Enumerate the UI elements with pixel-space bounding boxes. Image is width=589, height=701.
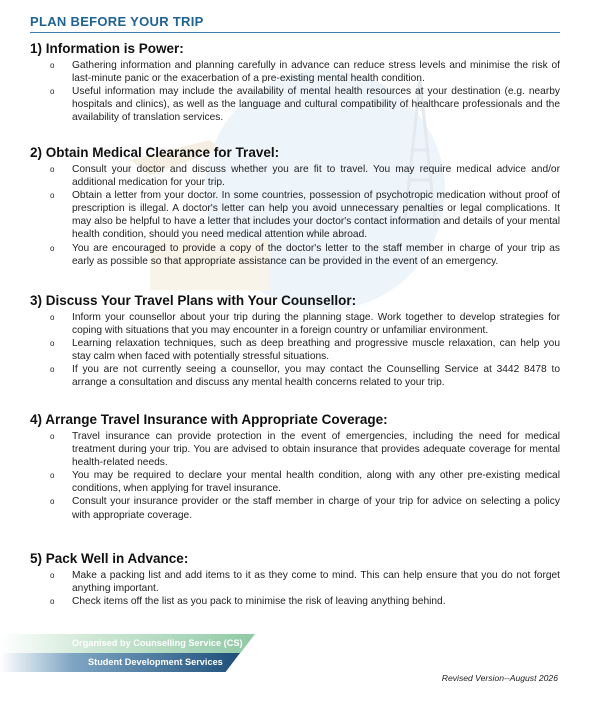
bullet-list [30, 163, 560, 268]
bullet-circle-icon: o [50, 87, 55, 97]
list-item [30, 363, 560, 389]
bullet-circle-icon: o [50, 471, 55, 481]
bullet-circle-icon: o [50, 61, 55, 70]
list-item [30, 430, 560, 469]
list-item [30, 595, 560, 608]
bullet-circle-icon: o [50, 497, 55, 507]
list-item [30, 163, 560, 189]
bullet-list [30, 569, 560, 608]
section-pack-well [30, 550, 560, 608]
list-item [30, 311, 560, 337]
list-item-text: Make a packing list and add items to it as they come to mind. This can help ensure that you do not forget anything important. [72, 570, 560, 595]
list-item [30, 495, 560, 521]
section-discuss-with-counsellor [30, 292, 560, 390]
bullet-circle-icon: o [50, 365, 55, 375]
bullet-list [30, 311, 560, 390]
bullet-circle-icon: o [50, 313, 55, 322]
bullet-circle-icon: o [50, 571, 55, 580]
section-heading: 5) Pack Well in Advance: [30, 551, 189, 566]
footer-organiser: Organised by Counselling Service (CS) [72, 638, 243, 648]
list-item-text: Learning relaxation techniques, such as deep breathing and progressive muscle relaxation, can help you stay calm when faced with potentially stressful situations. [72, 338, 560, 363]
list-item-text: Check items off the list as you pack to minimise the risk of leaving anything behind. [72, 596, 446, 608]
list-item-text: You are encouraged to provide a copy of the doctor's letter to the staff member in charge of your trip as early as possible so that appropriate assistance can be provided in the event of an emergency. [72, 242, 560, 267]
bullet-circle-icon: o [50, 339, 55, 349]
list-item [30, 189, 560, 241]
bullet-circle-icon: o [50, 243, 55, 253]
list-item [30, 337, 560, 363]
section-medical-clearance [30, 144, 560, 268]
page-title: PLAN BEFORE YOUR TRIP [30, 14, 204, 29]
list-item [30, 469, 560, 495]
list-item-text: Consult your insurance provider or the staff member in charge of your trip for advice on selecting a policy with appropriate coverage. [72, 496, 560, 521]
section-heading: 2) Obtain Medical Clearance for Travel: [30, 145, 280, 160]
list-item-text: If you are not currently seeing a counsellor, you may contact the Counselling Service at 3442 8478 to arrange a consultation and discuss any mental health concerns related to your trip. [72, 364, 560, 389]
section-travel-insurance [30, 411, 560, 522]
bullet-circle-icon: o [50, 597, 55, 607]
section-heading: 3) Discuss Your Travel Plans with Your Counsellor: [30, 293, 357, 308]
list-item [30, 569, 560, 595]
revision-note: Revised Version--August 2026 [441, 673, 558, 683]
list-item-text: Obtain a letter from your doctor. In some countries, possession of psychotropic medication without proof of prescription is illegal. A doctor's letter can help you avoid unnecessary penalties or legal complications. It may also be helpful to have a letter that includes your doctor's contact information and details of your mental health condition, should you need medical attention while abroad. [72, 190, 560, 241]
bullet-list [30, 59, 560, 124]
list-item [30, 242, 560, 268]
section-information-is-power [30, 40, 560, 124]
bullet-list [30, 430, 560, 522]
list-item-text: Consult your doctor and discuss whether you are fit to travel. You may require medical advice and/or additional medication for your trip. [72, 164, 560, 189]
bullet-circle-icon: o [50, 432, 55, 441]
section-heading: 4) Arrange Travel Insurance with Appropriate Coverage: [30, 412, 388, 427]
footer-department: Student Development Services [88, 657, 223, 667]
title-divider [30, 32, 560, 33]
list-item-text: Useful information may include the availability of mental health resources at your destination (e.g. nearby hospitals and clinics), as well as the language and cultural compatibility of healthcare professionals and the availability of translation services. [72, 86, 560, 124]
section-heading: 1) Information is Power: [30, 41, 184, 56]
bullet-circle-icon: o [50, 165, 55, 174]
list-item-text: You may be required to declare your mental health condition, along with any other pre-existing medical conditions, when applying for travel insurance. [72, 470, 560, 495]
list-item-text: Travel insurance can provide protection in the event of emergencies, including the need for medical treatment during your trip. You are advised to obtain insurance that provides adequate coverage for mental health-related needs. [72, 431, 560, 469]
list-item-text: Inform your counsellor about your trip during the planning stage. Work together to develop strategies for coping with situations that you may encounter in a foreign country or unfamiliar environment. [72, 312, 560, 337]
list-item [30, 59, 560, 85]
bullet-circle-icon: o [50, 191, 55, 201]
list-item-text: Gathering information and planning carefully in advance can reduce stress levels and minimise the risk of last-minute panic or the exacerbation of a pre-existing mental health condition. [72, 60, 560, 85]
list-item [30, 85, 560, 124]
